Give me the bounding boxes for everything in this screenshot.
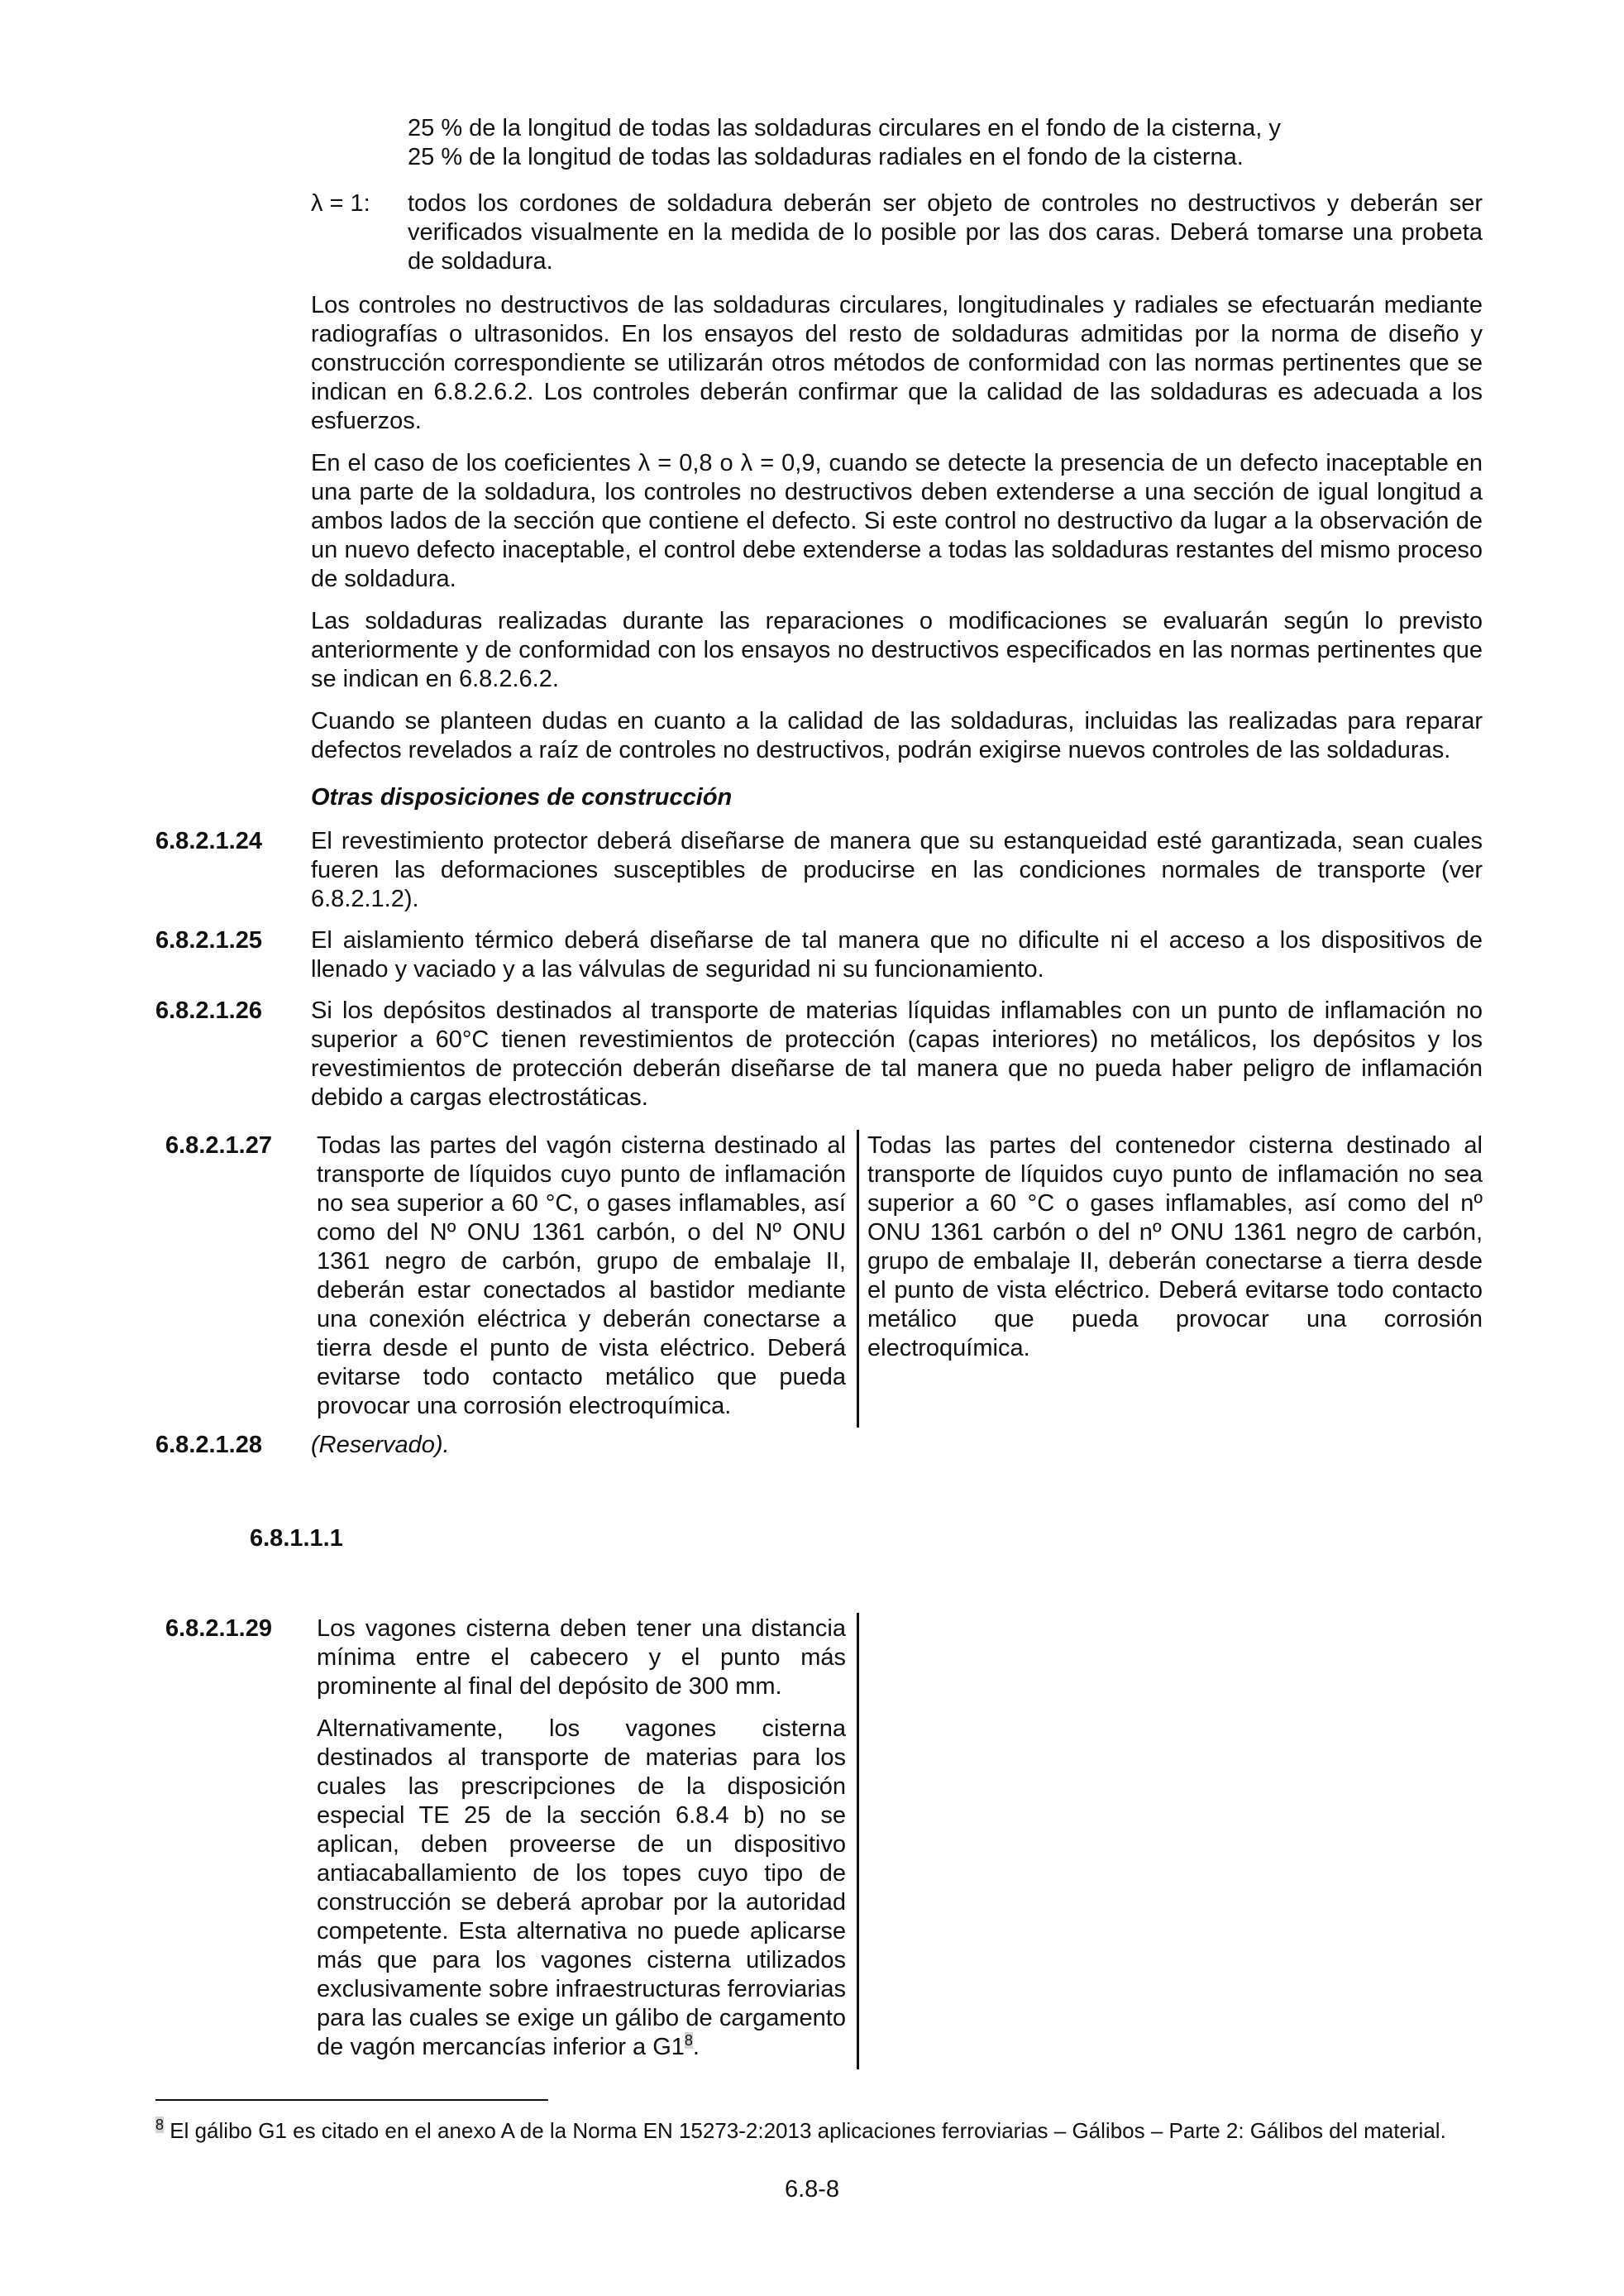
section-number-6-8-1-1-1: 6.8.1.1.1 — [250, 1525, 343, 1552]
section-29-clearance-paragraph: Los vagones cisterna deben tener una distancia mínima entre el cabecero y el punto más prominente al final del depósito de 300 mm. — [317, 1615, 846, 1700]
paragraph-repair-welds: Las soldaduras realizadas durante las reparaciones o modificaciones se evaluarán según lo previsto anteriormente y de conformidad con los ensayos no destructivos especificados en las normas pertinentes que se indican en 6.8.2.6.2. — [311, 608, 1483, 692]
section-27-rail-text: Todas las partes del vagón cisterna destinado al transporte de líquidos cuyo punto de inflamación no sea superior a 60 °C, o gases inflamables, así como del Nº ONU 1361 carbón, o del Nº ONU 1361 negro de carbón, grupo de embalaje II, deberán estar conectados al bastidor mediante una conexión eléctrica y deberán conectarse a tierra desde el punto de vista eléctrico. Deberá evitarse todo contacto metálico que pueda provocar una corrosión electroquímica. — [317, 1132, 846, 1419]
footnote-reference[interactable]: 8 — [684, 2032, 693, 2050]
weld-percent-lines — [408, 114, 1483, 172]
column-divider-27 — [857, 1130, 859, 1428]
section-29-alternative-paragraph — [317, 1715, 846, 2062]
section-29-text — [317, 1614, 846, 2062]
lambda-label: λ = 1: — [311, 190, 370, 217]
section-text-28: (Reservado). — [311, 1432, 450, 1458]
paragraph-additional-controls: Cuando se planteen dudas en cuanto a la calidad de las soldaduras, incluidas las realizadas para reparar defectos revelados a raíz de controles no destructivos, podrán exigirse nuevos controles de las soldaduras. — [311, 708, 1483, 763]
section-text-26: Si los depósitos destinados al transporte de materias líquidas inflamables con un punto de inflamación no superior a 60°C tienen revestimientos de protección (capas interiores) no metálicos, los depósitos y los revestimientos de protección deberán diseñarse de tal manera que no pueda haber peligro de inflamación debido a cargas electrostáticas. — [311, 997, 1483, 1111]
paragraph-ndt-methods: Los controles no destructivos de las soldaduras circulares, longitudinales y radiales se efectuarán mediante radiografías o ultrasonidos. En los ensayos del resto de soldaduras admitidas por la norma de diseño y construcción correspondiente se utilizarán otros métodos de conformidad con las normas pertinentes que se indican en 6.8.2.6.2. Los controles deberán confirmar que la calidad de las soldaduras es adecuada a los esfuerzos. — [311, 292, 1483, 434]
section-number-29: 6.8.2.1.29 — [165, 1615, 272, 1642]
circular-weld-line: 25 % de la longitud de todas las soldaduras circulares en el fondo de la cisterna, y — [408, 115, 1281, 141]
page-number: 6.8-8 — [784, 2176, 840, 2203]
radial-weld-line: 25 % de la longitud de todas las soldaduras radiales en el fondo de la cisterna. — [408, 144, 1244, 170]
paragraph-defect-extension: En el caso de los coeficientes λ = 0,8 o λ = 0,9, cuando se detecte la presencia de un defecto inaceptable en una parte de la soldadura, los controles no destructivos deben extenderse a una sección de igual longitud a ambos lados de la sección que contiene el defecto. Si este control no destructivo da lugar a la observación de un nuevo defecto inaceptable, el control debe extenderse a todas las soldaduras restantes del mismo proceso de soldadura. — [311, 450, 1483, 592]
section-text-24: El revestimiento protector deberá diseñarse de manera que su estanqueidad esté garantizada, sean cuales fueren las deformaciones susceptibles de producirse en las condiciones normales de transporte (ver 6.8.2.1.2). — [311, 828, 1483, 912]
section-number-27: 6.8.2.1.27 — [165, 1132, 272, 1159]
footnote-mark: 8 — [155, 2117, 165, 2134]
section-29-end-punctuation: . — [692, 2034, 700, 2060]
section-number-28: 6.8.2.1.28 — [155, 1432, 262, 1458]
lambda-text: todos los cordones de soldadura deberán ser objeto de controles no destructivos y deberán ser verificados visualmente en la medida de lo posible por las dos caras. Deberá tomarse una probeta de soldadura. — [408, 190, 1483, 275]
section-text-25: El aislamiento térmico deberá diseñarse de tal manera que no dificulte ni el acceso a los dispositivos de llenado y vaciado y a las válvulas de seguridad ni su funcionamiento. — [311, 927, 1483, 983]
section-number-25: 6.8.2.1.25 — [155, 927, 262, 954]
section-number-24: 6.8.2.1.24 — [155, 828, 262, 854]
footnote-separator — [155, 2099, 548, 2101]
section-27-container-text: Todas las partes del contenedor cisterna destinado al transporte de líquidos cuyo punto de inflamación no sea superior a 60 °C o gases inflamables, así como del nº ONU 1361 carbón o del nº ONU 1361 negro de carbón, grupo de embalaje II, deberán conectarse a tierra desde el punto de vista eléctrico. Deberá evitarse todo contacto metálico que pueda provocar una corrosión electroquímica. — [867, 1132, 1483, 1361]
section-29-alternative-text: Alternativamente, los vagones cisterna destinados al transporte de materias para los cuales las prescripciones de la disposición especial TE 25 de la sección 6.8.4 b) no se aplican, deben proveerse de un dispositivo antiacaballamiento de los topes cuyo tipo de construcción se deberá aprobar por la autoridad competente. Esta alternativa no puede aplicarse más que para los vagones cisterna utilizados exclusivamente sobre infraestructuras ferroviarias para las cuales se exige un gálibo de cargamento de vagón mercancías inferior a G1 — [317, 1715, 846, 2060]
footnote — [155, 2117, 1487, 2144]
footnote-text: El gálibo G1 es citado en el anexo A de la Norma EN 15273-2:2013 aplicaciones ferroviarias – Gálibos – Parte 2: Gálibos del material. — [170, 2118, 1446, 2143]
section-number-26: 6.8.2.1.26 — [155, 997, 262, 1024]
section-heading: Otras disposiciones de construcción — [311, 784, 733, 811]
column-divider-29 — [857, 1613, 859, 2069]
weld-control-paragraphs — [311, 291, 1483, 765]
